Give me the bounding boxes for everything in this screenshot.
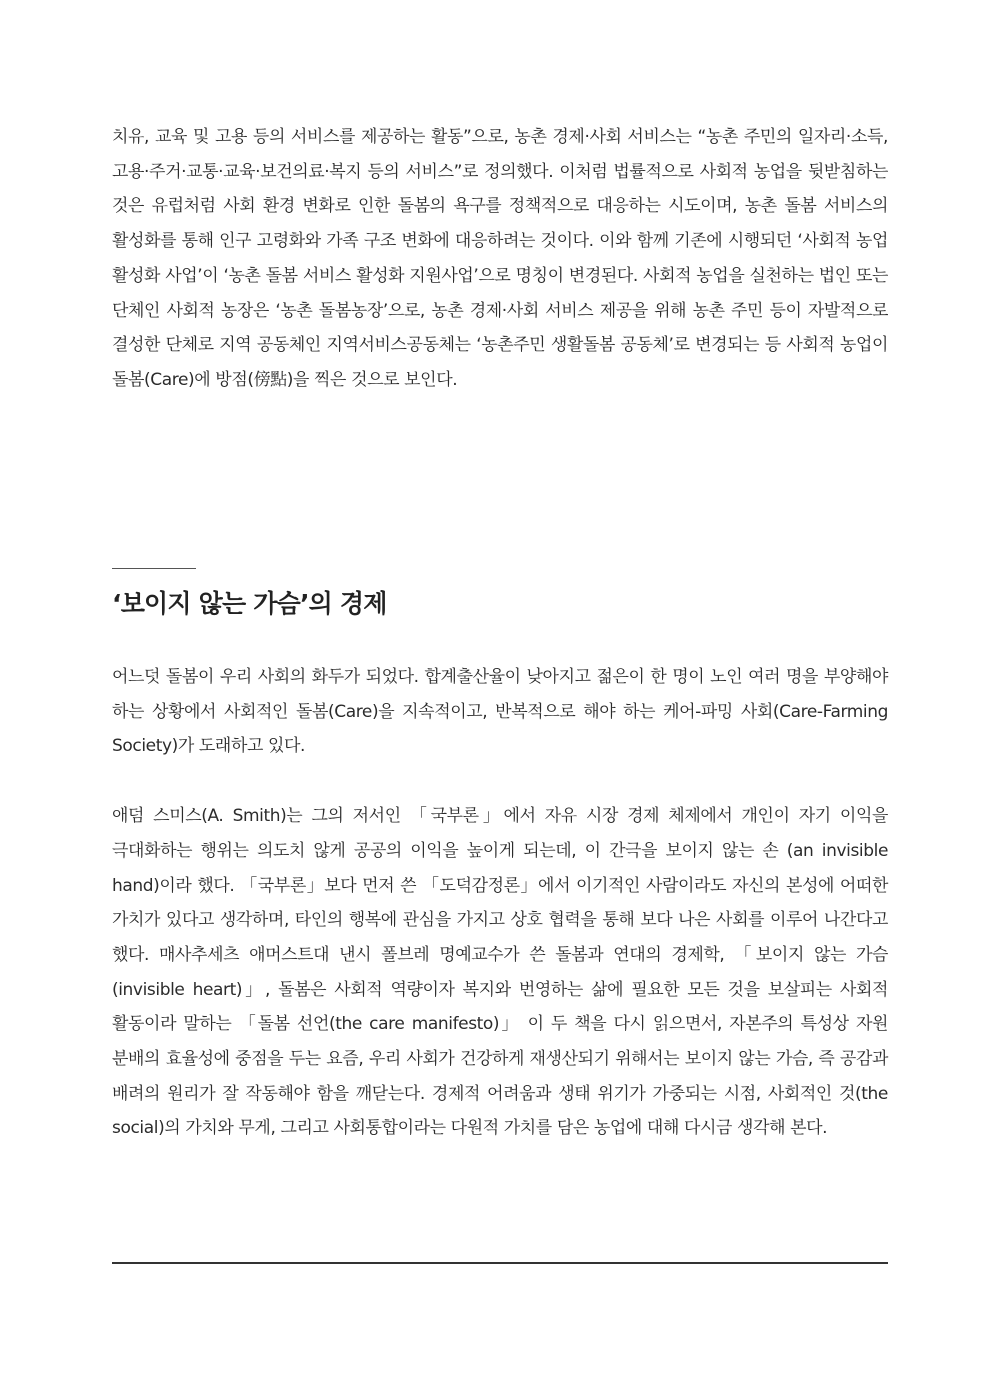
bottom-divider (112, 1262, 888, 1264)
section-paragraph-2: 애덤 스미스(A. Smith)는 그의 저서인 「국부론」에서 자유 시장 경제 체제에서 개인이 자기 이익을 극대화하는 행위는 의도치 않게 공공의 이익을 높이게 되는데, 이 간극을 보이지 않는 손 (an invisible hand)이라 했다. 「국부론」보다 먼저 쓴 「도덕감정론」에서 이기적인 사람이라도 자신의 본성에 어떠한 가치가 있다고 생각하며, 타인의 행복에 관심을 가지고 상호 협력을 통해 보다 나은 사회를 이루어 나간다고 했다. 매사추세츠 애머스트대 낸시 폴브레 명예교수가 쓴 돌봄과 연대의 경제학, 「보이지 않는 가슴(invisible heart)」, 돌봄은 사회적 역량이자 복지와 번영하는 삶에 필요한 모든 것을 보살피는 사회적 활동이라 말하는 「돌봄 선언(the care manifesto)」 이 두 책을 다시 읽으면서, 자본주의 특성상 자원 분배의 효율성에 중점을 두는 요즘, 우리 사회가 건강하게 재생산되기 위해서는 보이지 않는 가슴, 즉 공감과 배려의 원리가 잘 작동해야 함을 깨닫는다. 경제적 어려움과 생태 위기가 가중되는 시점, 사회적인 것(the social)의 가치와 무게, 그리고 사회통합이라는 다원적 가치를 담은 농업에 대해 다시금 생각해 본다. (112, 806, 888, 1139)
intro-paragraph: 치유, 교육 및 고용 등의 서비스를 제공하는 활동”으로, 농촌 경제·사회 서비스는 “농촌 주민의 일자리·소득, 고용·주거·교통·교육·보건의료·복지 등의 서비스”로 정의했다. 이처럼 법률적으로 사회적 농업을 뒷받침하는 것은 유럽처럼 사회 환경 변화로 인한 돌봄의 욕구를 정책적으로 대응하는 시도이며, 농촌 돌봄 서비스의 활성화를 통해 인구 고령화와 가족 구조 변화에 대응하려는 것이다. 이와 함께 기존에 시행되던 ‘사회적 농업 활성화 사업’이 ‘농촌 돌봄 서비스 활성화 지원사업’으로 명칭이 변경된다. 사회적 농업을 실천하는 법인 또는 단체인 사회적 농장은 ‘농촌 돌봄농장’으로, 농촌 경제·사회 서비스 제공을 위해 농촌 주민 등이 자발적으로 결성한 단체로 지역 공동체인 지역서비스공동체는 ‘농촌주민 생활돌봄 공동체’로 변경되는 등 사회적 농업이 돌봄(Care)에 방점(傍點)을 찍은 것으로 보인다. (112, 127, 888, 390)
section-heading: ‘보이지 않는 가슴’의 경제 (112, 589, 387, 618)
section-divider (112, 568, 196, 569)
section-paragraph-1: 어느덧 돌봄이 우리 사회의 화두가 되었다. 합계출산율이 낮아지고 젊은이 한 명이 노인 여러 명을 부양해야 하는 상황에서 사회적인 돌봄(Care)을 지속적이고, 반복적으로 해야 하는 케어-파밍 사회(Care-Farming Society)가 도래하고 있다. (112, 667, 888, 757)
article-body (112, 120, 888, 398)
section-body (112, 660, 888, 1146)
